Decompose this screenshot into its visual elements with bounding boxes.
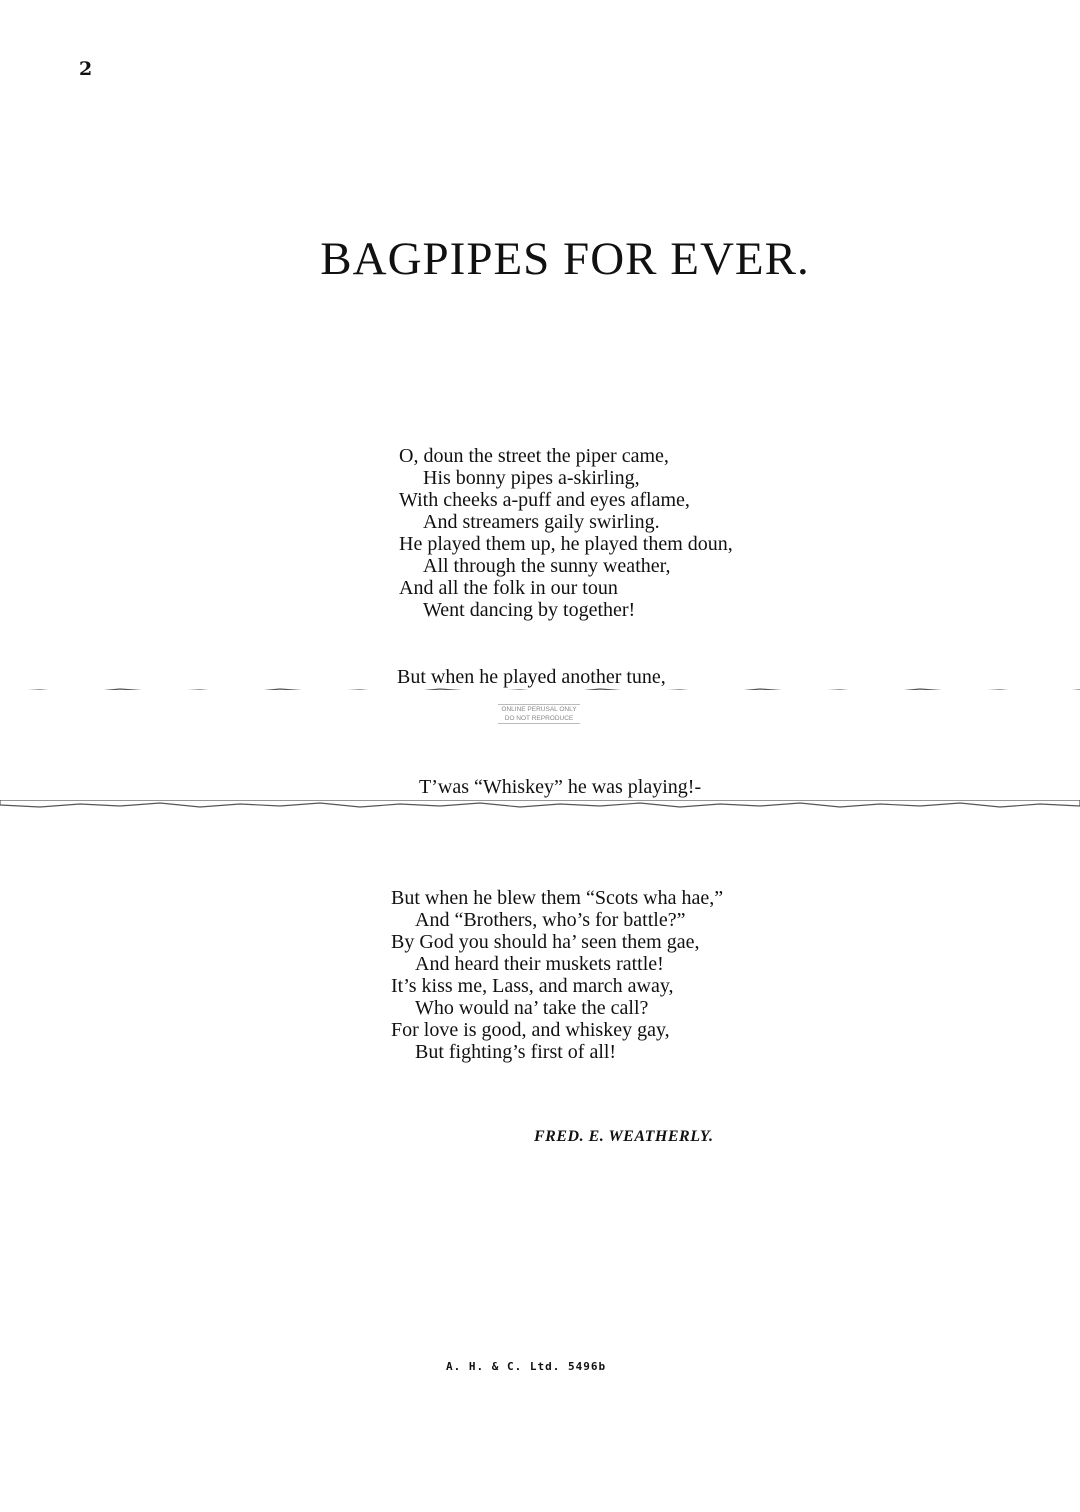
verse-line: But when he blew them “Scots wha hae,” bbox=[391, 887, 724, 909]
verse-line: O, doun the street the piper came, bbox=[399, 445, 669, 467]
page-number: 2 bbox=[79, 58, 93, 80]
verse-line: And heard their muskets rattle! bbox=[415, 953, 664, 975]
page-title: BAGPIPES FOR EVER. bbox=[320, 233, 810, 285]
watermark-line: DO NOT REPRODUCE bbox=[504, 715, 574, 722]
verse-line: And streamers gaily swirling. bbox=[423, 511, 660, 533]
verse-line: All through the sunny weather, bbox=[423, 555, 671, 577]
verse-line: For love is good, and whiskey gay, bbox=[391, 1019, 670, 1041]
verse-line: Went dancing by together! bbox=[423, 599, 636, 621]
verse-line: Who would na’ take the call? bbox=[415, 997, 649, 1019]
publisher-footer: A. H. & C. Ltd. 5496b bbox=[446, 1360, 607, 1373]
verse-line: It’s kiss me, Lass, and march away, bbox=[391, 975, 674, 997]
watermark bbox=[498, 704, 580, 724]
verse-line: But fighting’s first of all! bbox=[415, 1041, 617, 1063]
stanza-2-fragment bbox=[395, 776, 701, 798]
verse-line: By God you should ha’ seen them gae, bbox=[391, 931, 700, 953]
stanza-1 bbox=[399, 445, 733, 621]
torn-edge-bottom bbox=[0, 800, 1080, 814]
author-credit: FRED. E. WEATHERLY. bbox=[534, 1128, 714, 1145]
verse-line: He played them up, he played them doun, bbox=[399, 533, 733, 555]
verse-line: And “Brothers, who’s for battle?” bbox=[415, 909, 686, 931]
verse-line: And all the folk in our toun bbox=[399, 577, 618, 599]
watermark-line: ONLINE PERUSAL ONLY bbox=[501, 706, 577, 713]
verse-line: T’was “Whiskey” he was playing!- bbox=[419, 776, 702, 798]
verse-line: With cheeks a-puff and eyes aflame, bbox=[399, 489, 690, 511]
verse-line: But when he played another tune, bbox=[397, 666, 666, 688]
stanza-3 bbox=[391, 887, 723, 1063]
verse-line: His bonny pipes a-skirling, bbox=[423, 467, 640, 489]
